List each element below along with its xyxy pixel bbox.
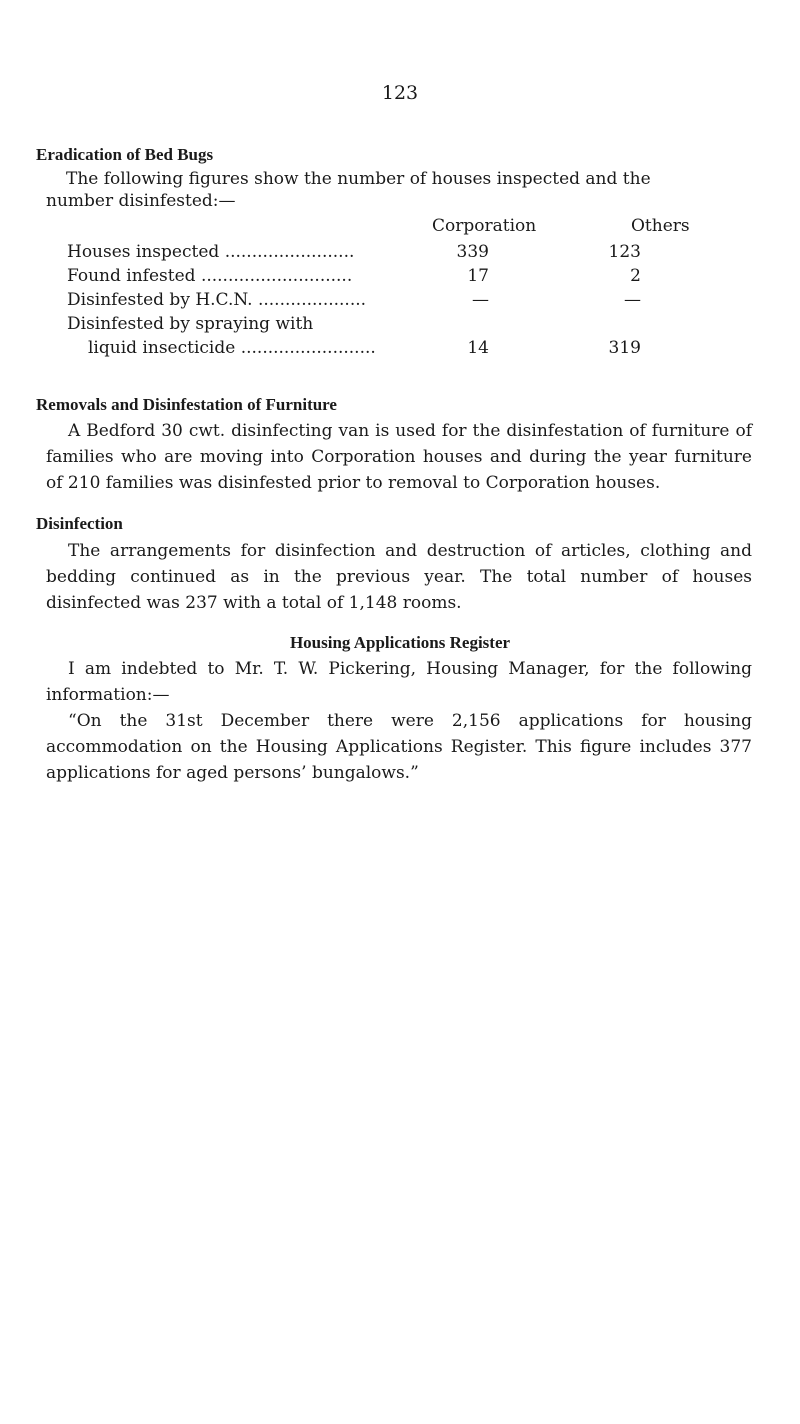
- cell-corporation: 339: [456, 242, 489, 262]
- table-row: [88, 338, 707, 364]
- table-row: [67, 314, 707, 340]
- cell-corporation: —: [472, 290, 489, 310]
- row-label: Disinfested by H.C.N. ....................: [67, 290, 367, 310]
- row-label: Houses inspected ........................: [67, 242, 355, 262]
- section-heading-disinfection: Disinfection: [36, 514, 123, 533]
- section-heading-removals: Removals and Disinfestation of Furniture: [36, 395, 337, 414]
- cell-others: 2: [630, 266, 641, 286]
- page-number: 123: [381, 82, 419, 104]
- cell-others: 319: [608, 338, 641, 358]
- table-row: [67, 242, 707, 268]
- table-row: [67, 290, 707, 316]
- row-label: liquid insecticide .........................: [88, 338, 376, 358]
- housing-paragraph-1: I am indebted to Mr. T. W. Pickering, Housing Manager, for the following information:—: [46, 659, 752, 705]
- row-label: Found infested ............................: [67, 266, 353, 286]
- housing-paragraph-2: “On the 31st December there were 2,156 applications for housing accommodation on the Housing Applications Register. This figure includes 377 applications for aged persons’ bungalows.”: [46, 711, 752, 783]
- intro-line-1: The following figures show the number of houses inspected and the: [66, 169, 651, 189]
- row-label: Disinfested by spraying with: [67, 314, 314, 334]
- cell-corporation: 14: [467, 338, 489, 358]
- disinfection-paragraph: The arrangements for disinfection and destruction of articles, clothing and bedding continued as in the previous year. The total number of houses disinfected was 237 with a total of 1,148 rooms.: [46, 541, 752, 613]
- intro-line-2: number disinfested:—: [46, 191, 236, 211]
- col-header-others: Others: [631, 216, 690, 236]
- table-row: [67, 266, 707, 292]
- cell-others: 123: [608, 242, 641, 262]
- cell-others: —: [624, 290, 641, 310]
- removals-paragraph: A Bedford 30 cwt. disinfecting van is used for the disinfestation of furniture of families who are moving into Corporation houses and during the year furniture of 210 families was disinfested prior to removal to Corporation houses.: [46, 421, 752, 493]
- cell-corporation: 17: [467, 266, 489, 286]
- col-header-corporation: Corporation: [432, 216, 537, 236]
- section-heading-housing: Housing Applications Register: [289, 633, 511, 652]
- section-heading-bed-bugs: Eradication of Bed Bugs: [36, 145, 214, 164]
